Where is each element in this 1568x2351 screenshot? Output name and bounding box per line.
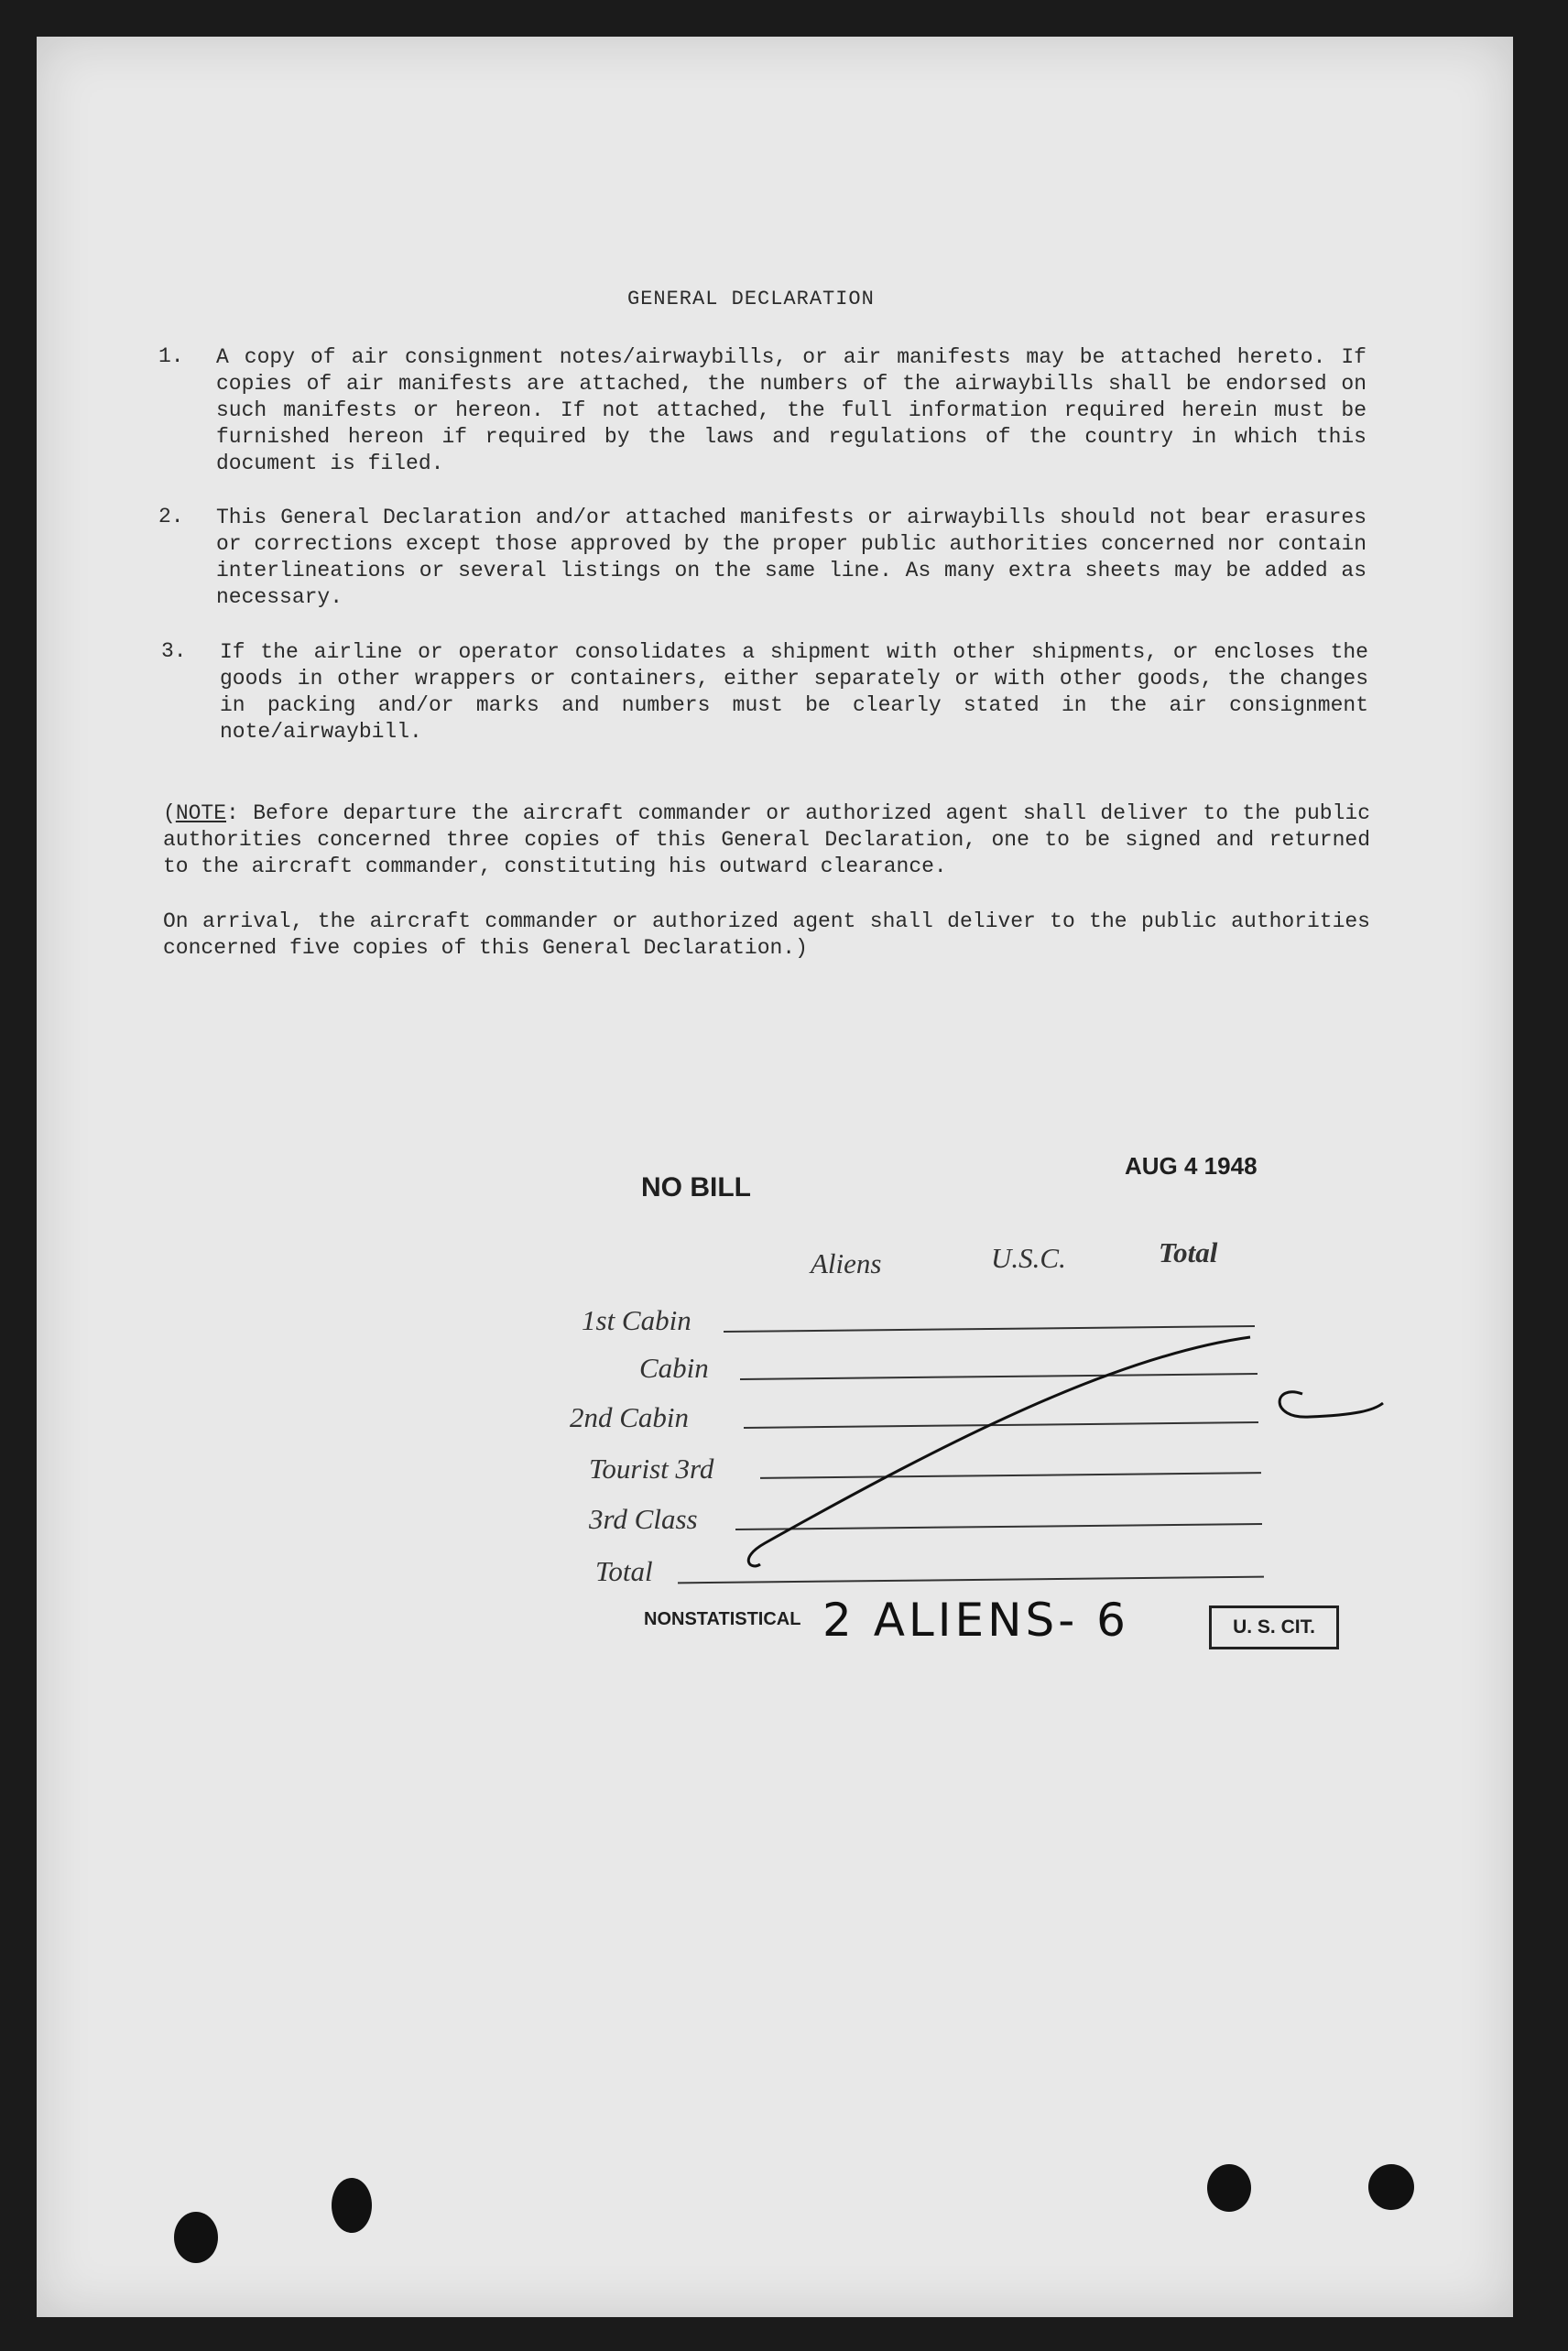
- item-number: 1.: [158, 344, 184, 368]
- nonstatistical-stamp: NONSTATISTICAL: [644, 1609, 801, 1629]
- note-body: : Before departure the aircraft commander or authorized agent shall deliver to the public authorities concerned three copies of this General Declaration, one to be signed and returned to the aircraft commander, constituting his outward clearance.: [163, 801, 1370, 878]
- document-title: GENERAL DECLARATION: [627, 288, 875, 310]
- date-stamp: AUG 4 1948: [1125, 1152, 1258, 1180]
- note-label: NOTE: [175, 801, 227, 825]
- instruction-paragraph: A copy of air consignment notes/airwaybills, or air manifests may be attached hereto. If copies of air manifests are attached, the numbers of the airwaybills shall be endorsed on such manifests or hereon. If not attached, the full information required herein must be furnished hereon if required by the laws and regulations of the country in which this document is filed.: [216, 345, 1367, 475]
- row-label-3rd-class: 3rd Class: [589, 1503, 698, 1535]
- row-label-2nd-cabin: 2nd Cabin: [570, 1401, 690, 1433]
- instruction-paragraph: This General Declaration and/or attached manifests or airwaybills should not bear erasures or corrections except those approved by the proper public authorities concerned nor contain interlineations or several listings on the same line. As many extra sheets may be added as necessary.: [216, 506, 1367, 609]
- column-header-aliens: Aliens: [811, 1247, 882, 1279]
- note-paragraph: [163, 800, 1370, 880]
- arrival-paragraph: On arrival, the aircraft commander or authorized agent shall deliver to the public authorities concerned five copies of this General Declaration.): [163, 909, 1370, 960]
- punch-hole: [1207, 2164, 1251, 2212]
- item-number: 3.: [161, 639, 187, 663]
- row-label-cabin: Cabin: [639, 1352, 709, 1384]
- instruction-paragraph: If the airline or operator consolidates a shipment with other shipments, or encloses the goods in other wrappers or containers, either separately or with other goods, the changes in packing and/or marks and numbers must be clearly stated in the air consignment note/airwaybill.: [220, 640, 1368, 744]
- handwritten-strokes: [714, 1319, 1401, 1575]
- no-bill-stamp: NO BILL: [641, 1172, 751, 1203]
- punch-hole: [1368, 2164, 1414, 2210]
- column-header-usc: U.S.C.: [991, 1242, 1066, 1274]
- punch-hole: [174, 2212, 218, 2263]
- note-open-paren: (: [163, 801, 176, 825]
- handwritten-aliens-note: 2 ALIENS- 6: [822, 1594, 1129, 1647]
- item-number: 2.: [158, 505, 184, 528]
- us-citizen-stamp: U. S. CIT.: [1209, 1605, 1339, 1649]
- column-header-total: Total: [1159, 1236, 1218, 1268]
- punch-hole: [332, 2178, 372, 2233]
- row-label-total: Total: [595, 1555, 653, 1587]
- row-label-1st-cabin: 1st Cabin: [582, 1304, 691, 1336]
- row-label-tourist-3rd: Tourist 3rd: [589, 1453, 714, 1485]
